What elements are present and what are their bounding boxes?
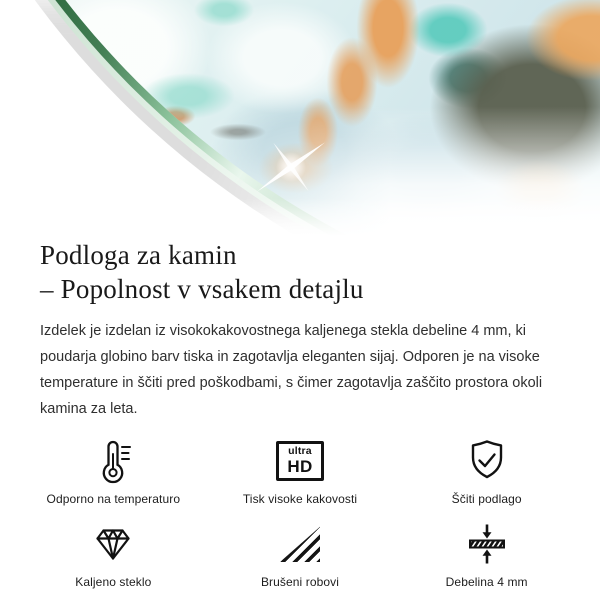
diamond-icon [89, 520, 137, 568]
shield-check-icon [463, 437, 511, 485]
feature-print-quality [207, 437, 394, 506]
feature-label: Debelina 4 mm [445, 575, 528, 589]
feature-protects-surface [393, 437, 580, 506]
page-title [40, 238, 560, 306]
feature-label: Ščiti podlago [451, 492, 522, 506]
sparkle-icon [245, 123, 345, 223]
thermometer-icon [89, 437, 137, 485]
product-description: Izdelek je izdelan iz visokokakovostnega kaljenega stekla debeline 4 mm, ki poudarja globino barv tiska in zagotavlja eleganten sijaj. Odporen je na visoke temperature in ščiti pred poškodbami, s čimer zagotavlja zaščito prostora okoli kamina za leta. [40, 323, 543, 417]
polished-edges-icon [280, 520, 320, 568]
ultra-hd-text-ultra: ultra [288, 445, 312, 458]
feature-tempered-glass [20, 520, 207, 589]
feature-label: Brušeni robovi [260, 575, 340, 589]
ultra-hd-text-hd: HD [287, 456, 313, 476]
feature-temperature [20, 437, 207, 506]
ultra-hd-icon [276, 437, 324, 485]
feature-thickness [393, 520, 580, 589]
feature-polished-edges [207, 520, 394, 589]
feature-label: Kaljeno steklo [75, 575, 152, 589]
page-title-line2: – Popolnost v vsakem detajlu [40, 274, 364, 304]
page-title-line1: Podloga za kamin [40, 240, 237, 270]
product-image [0, 0, 600, 236]
feature-label: Odporno na temperaturo [46, 492, 181, 506]
thickness-icon [463, 520, 511, 568]
feature-grid [20, 437, 580, 589]
feature-label: Tisk visoke kakovosti [242, 492, 358, 506]
